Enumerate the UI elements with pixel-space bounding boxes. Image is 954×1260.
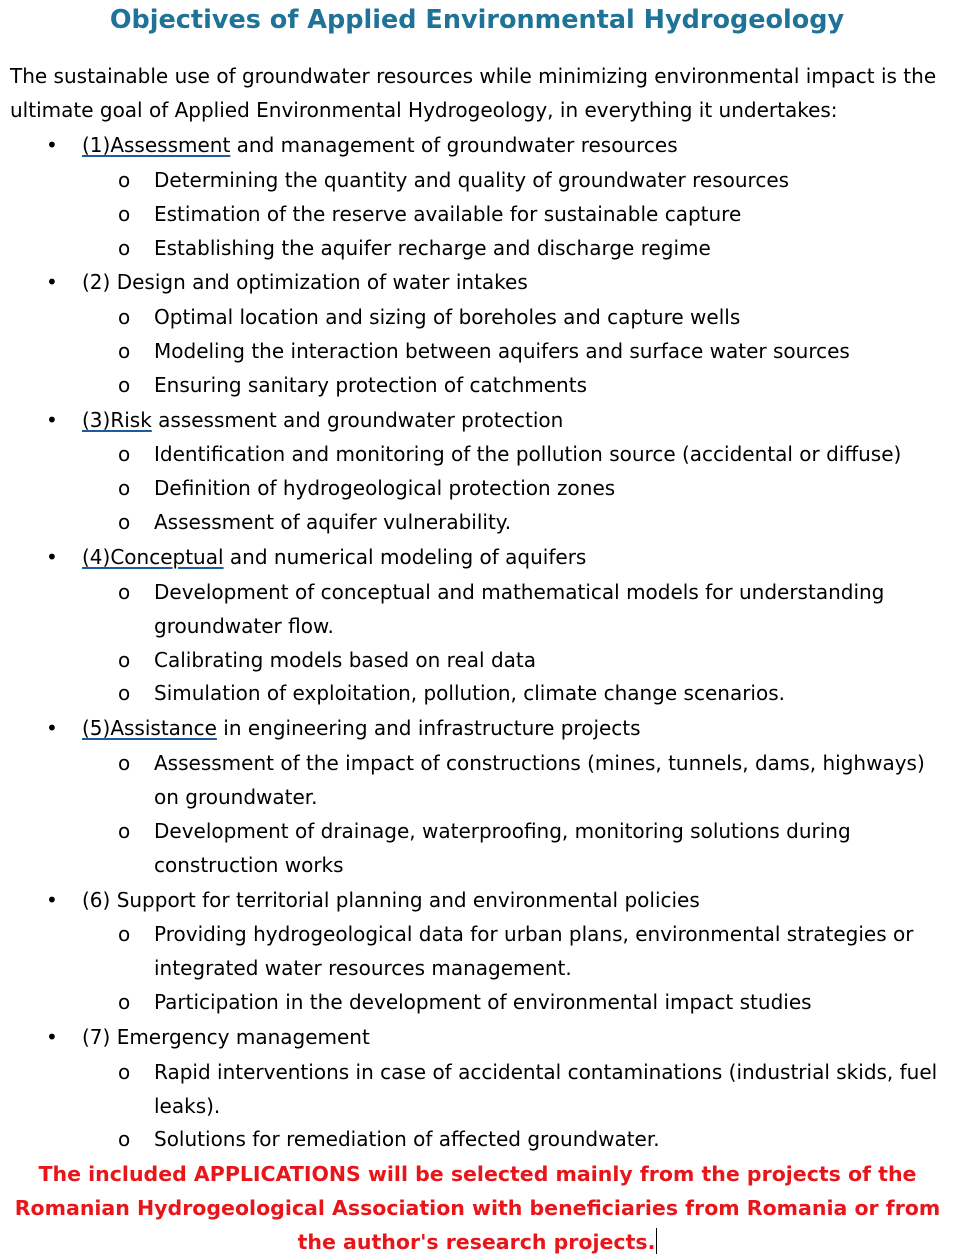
sub-item-text: Ensuring sanitary protection of catchments	[154, 373, 587, 397]
sub-item	[118, 163, 949, 197]
circle-bullet-icon: o	[118, 476, 131, 500]
sub-item	[118, 437, 949, 471]
sub-item-text: Estimation of the reserve available for sustainable capture	[154, 202, 742, 226]
circle-bullet-icon: o	[118, 510, 131, 534]
sub-item	[118, 334, 949, 368]
circle-bullet-icon: o	[118, 1127, 131, 1151]
sub-item-text: Assessment of the impact of constructions (mines, tunnels, dams, highways) on groundwater.	[154, 751, 925, 809]
sub-item	[118, 471, 949, 505]
circle-bullet-icon: o	[118, 339, 131, 363]
sub-item-text: Rapid interventions in case of accidental contaminations (industrial skids, fuel leaks).	[154, 1060, 938, 1118]
bullet-icon: •	[46, 888, 58, 912]
circle-bullet-icon: o	[118, 236, 131, 260]
objective-text-4: and numerical modeling of aquifers	[223, 545, 587, 569]
objective-item-3	[46, 403, 942, 437]
bullet-icon: •	[46, 716, 58, 740]
objective-item-2	[46, 265, 942, 299]
objective-text-1: and management of groundwater resources	[230, 133, 678, 157]
sub-item	[118, 300, 949, 334]
circle-bullet-icon: o	[118, 168, 131, 192]
bullet-icon: •	[46, 270, 58, 294]
circle-bullet-icon: o	[118, 442, 131, 466]
footer-note	[10, 1157, 945, 1259]
sub-item-text: Development of conceptual and mathematical models for understanding groundwater flow.	[154, 580, 885, 638]
objective-item-6	[46, 883, 942, 917]
objective-item-1	[46, 128, 942, 162]
sub-item-text: Identification and monitoring of the pollution source (accidental or diffuse)	[154, 442, 902, 466]
sub-item	[118, 575, 949, 643]
sub-item	[118, 231, 949, 265]
circle-bullet-icon: o	[118, 819, 131, 843]
sub-item	[118, 1122, 949, 1156]
sub-item	[118, 985, 949, 1019]
sub-item-text: Calibrating models based on real data	[154, 648, 536, 672]
footer-text: The included APPLICATIONS will be selected mainly from the projects of the Romanian Hydrogeological Association with beneficiaries from Romania or from the author's research projects.	[14, 1162, 941, 1254]
sub-item	[118, 643, 949, 677]
objective-text-7: (7) Emergency management	[82, 1025, 370, 1049]
bullet-icon: •	[46, 133, 58, 157]
objective-text-3: assessment and groundwater protection	[151, 408, 564, 432]
sub-item	[118, 1055, 949, 1123]
circle-bullet-icon: o	[118, 305, 131, 329]
circle-bullet-icon: o	[118, 373, 131, 397]
circle-bullet-icon: o	[118, 990, 131, 1014]
circle-bullet-icon: o	[118, 751, 131, 775]
sub-item-text: Determining the quantity and quality of groundwater resources	[154, 168, 790, 192]
circle-bullet-icon: o	[118, 580, 131, 604]
objective-item-4	[46, 540, 942, 574]
sub-item-text: Providing hydrogeological data for urban plans, environmental strategies or integrated water resources management.	[154, 922, 914, 980]
sub-item	[118, 746, 949, 814]
sub-item-text: Definition of hydrogeological protection zones	[154, 476, 616, 500]
sub-item-text: Modeling the interaction between aquifers and surface water sources	[154, 339, 850, 363]
sub-item-text: Assessment of aquifer vulnerability.	[154, 510, 512, 534]
objective-text-6: (6) Support for territorial planning and environmental policies	[82, 888, 700, 912]
objective-link-4[interactable]: (4)Conceptual	[82, 545, 224, 569]
objective-link-5[interactable]: (5)Assistance	[82, 716, 217, 740]
sub-item-text: Optimal location and sizing of boreholes and capture wells	[154, 305, 741, 329]
circle-bullet-icon: o	[118, 202, 131, 226]
sub-item-text: Development of drainage, waterproofing, monitoring solutions during construction works	[154, 819, 851, 877]
sub-item	[118, 197, 949, 231]
circle-bullet-icon: o	[118, 922, 131, 946]
objective-link-1[interactable]: (1)Assessment	[82, 133, 231, 157]
intro-paragraph: The sustainable use of groundwater resources while minimizing environmental impact is the ultimate goal of Applied Environmental Hydrogeology, in everything it undertakes:	[10, 64, 937, 122]
sub-item	[118, 814, 949, 882]
sub-item-text: Solutions for remediation of affected groundwater.	[154, 1127, 660, 1151]
objective-text-5: in engineering and infrastructure projects	[216, 716, 641, 740]
circle-bullet-icon: o	[118, 681, 131, 705]
objective-link-3[interactable]: (3)Risk	[82, 408, 152, 432]
sub-item-text: Establishing the aquifer recharge and discharge regime	[154, 236, 711, 260]
bullet-icon: •	[46, 545, 58, 569]
bullet-icon: •	[46, 1025, 58, 1049]
sub-item	[118, 368, 949, 402]
bullet-icon: •	[46, 408, 58, 432]
sub-item-text: Participation in the development of environmental impact studies	[154, 990, 812, 1014]
page-title: Objectives of Applied Environmental Hydrogeology	[109, 5, 845, 35]
circle-bullet-icon: o	[118, 648, 131, 672]
circle-bullet-icon: o	[118, 1060, 131, 1084]
objective-item-5	[46, 711, 942, 745]
objective-text-2: (2) Design and optimization of water intakes	[82, 270, 528, 294]
sub-item-text: Simulation of exploitation, pollution, climate change scenarios.	[154, 681, 785, 705]
sub-item	[118, 917, 949, 985]
sub-item	[118, 676, 949, 710]
sub-item	[118, 505, 949, 539]
text-cursor	[656, 1228, 657, 1254]
objective-item-7	[46, 1020, 942, 1054]
